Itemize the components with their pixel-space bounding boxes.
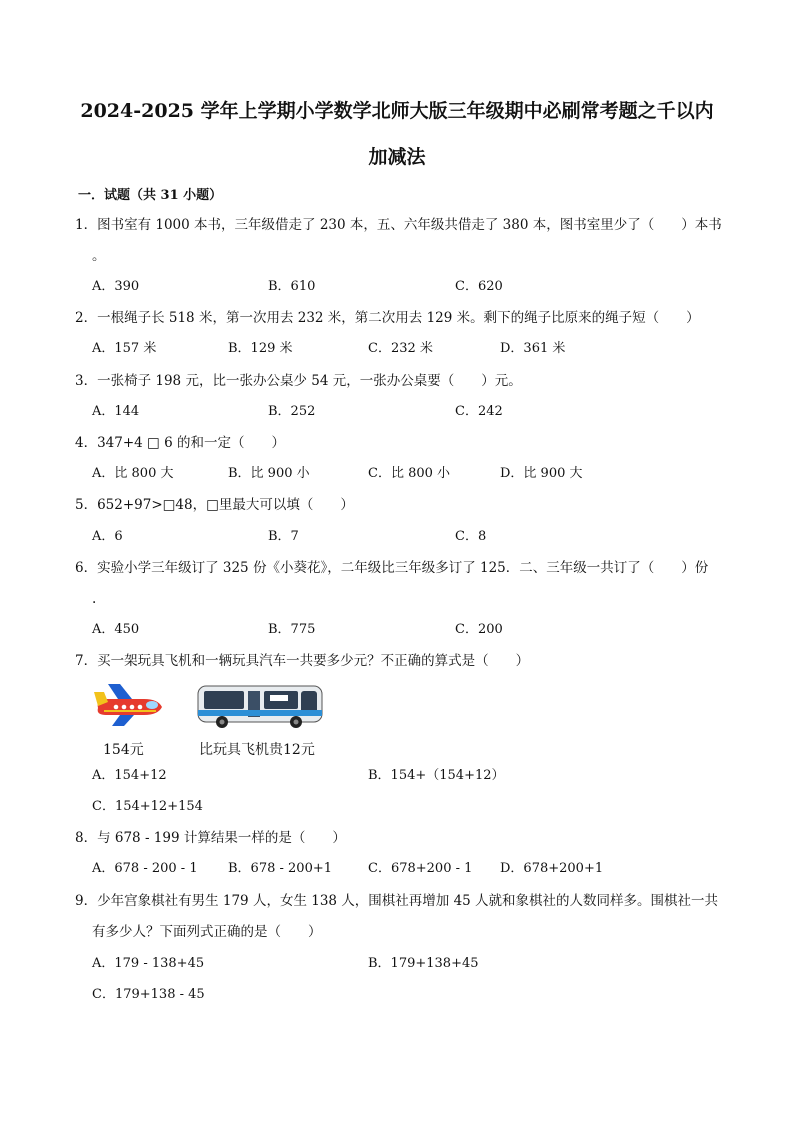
question-4-text: 4．347+4 □ 6 的和一定（ ）: [75, 435, 285, 451]
toy-airplane-image: [92, 680, 166, 728]
question-4-option-c: C．比 800 小: [368, 466, 451, 481]
question-5-option-c: C．8: [455, 529, 487, 544]
question-2-option-a: A．157 米: [92, 341, 157, 356]
question-5-option-b: B．7: [268, 529, 299, 544]
question-9-text: 9．少年宫象棋社有男生 179 人，女生 138 人，围棋社再增加 45 人就和象棋社的人数同样多。围棋社一共: [75, 893, 719, 909]
question-1-option-a: A．390: [92, 279, 140, 294]
question-6-option-b: B．775: [268, 622, 316, 637]
question-7-option-c: C．154+12+154: [92, 799, 203, 814]
question-9-option-a: A．179 - 138+45: [92, 956, 205, 971]
question-4-option-b: B．比 900 小: [228, 466, 310, 481]
question-1-option-b: B．610: [268, 279, 316, 294]
question-8-option-d: D．678+200+1: [500, 861, 604, 876]
bus-price-caption: 比玩具飞机贵12元: [199, 742, 315, 758]
question-6-option-a: A．450: [92, 622, 140, 637]
question-2-option-b: B．129 米: [228, 341, 293, 356]
question-3-option-b: B．252: [268, 404, 316, 419]
page-title-line-1: 2024-2025 学年上学期小学数学北师大版三年级期中必刷常考题之千以内: [80, 100, 714, 122]
question-1-text-cont: 。: [92, 248, 106, 264]
question-2-option-d: D．361 米: [500, 341, 566, 356]
question-7-option-a: A．154+12: [92, 768, 167, 783]
question-4-option-d: D．比 900 大: [500, 466, 583, 481]
question-8-option-b: B．678 - 200+1: [228, 861, 333, 876]
question-5-text: 5．652+97>□48，□里最大可以填（ ）: [75, 497, 354, 513]
question-9-text-cont: 有多少人？下面列式正确的是（ ）: [92, 924, 322, 940]
question-1-text: 1．图书室有 1000 本书，三年级借走了 230 本，五、六年级共借走了 380 本，图书室里少了（ ）本书: [75, 217, 722, 233]
question-3-text: 3．一张椅子 198 元，比一张办公桌少 54 元，一张办公桌要（ ）元。: [75, 373, 522, 389]
question-5-option-a: A．6: [92, 529, 123, 544]
question-6-text: 6．实验小学三年级订了 325 份《小葵花》，二年级比三年级多订了 125．二、三年级一共订了（ ）份: [75, 560, 709, 576]
question-4-option-a: A．比 800 大: [92, 466, 174, 481]
question-2-text: 2．一根绳子长 518 米，第一次用去 232 米，第二次用去 129 米。剩下的绳子比原来的绳子短（ ）: [75, 310, 700, 326]
question-3-option-a: A．144: [92, 404, 140, 419]
toy-bus-image: [196, 682, 326, 730]
page-title-line-2: 加减法: [368, 146, 426, 168]
question-6-text-cont: .: [92, 591, 97, 607]
question-7-option-b: B．154+（154+12）: [368, 768, 505, 783]
question-9-option-c: C．179+138 - 45: [92, 987, 205, 1002]
section-heading: 一．试题（共 31 小题）: [78, 188, 223, 203]
question-8-option-c: C．678+200 - 1: [368, 861, 473, 876]
airplane-price-caption: 154元: [103, 742, 144, 758]
question-8-text: 8．与 678 - 199 计算结果一样的是（ ）: [75, 830, 346, 846]
question-7-text: 7．买一架玩具飞机和一辆玩具汽车一共要多少元？不正确的算式是（ ）: [75, 653, 530, 669]
question-9-option-b: B．179+138+45: [368, 956, 479, 971]
question-3-option-c: C．242: [455, 404, 503, 419]
question-8-option-a: A．678 - 200 - 1: [92, 861, 198, 876]
question-2-option-c: C．232 米: [368, 341, 433, 356]
question-6-option-c: C．200: [455, 622, 503, 637]
question-1-option-c: C．620: [455, 279, 503, 294]
